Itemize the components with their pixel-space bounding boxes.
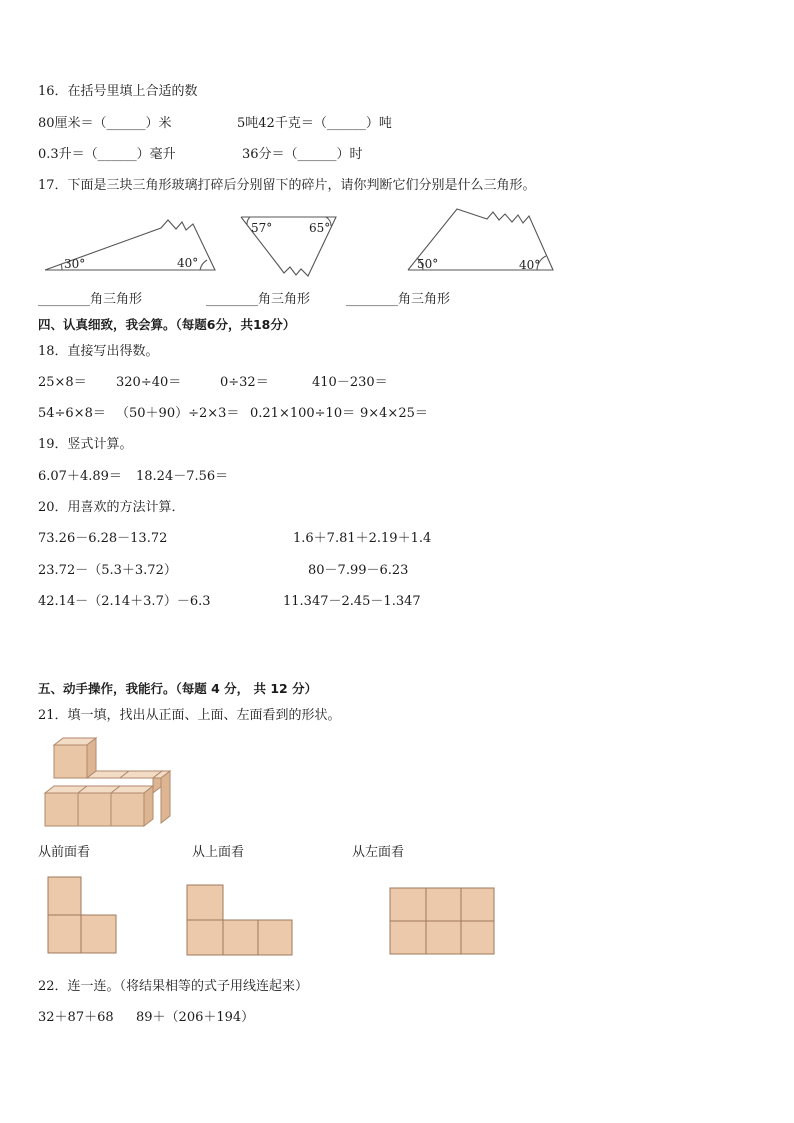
q18-r1-c4: 410－230＝ [312, 375, 388, 390]
q18-title: 18．直接写出得数。 [38, 344, 159, 359]
q18-r2-c3: 0.21×100÷10＝ [250, 406, 356, 421]
q19-title: 19．竖式计算。 [38, 437, 133, 452]
q20-title: 20．用喜欢的方法计算． [38, 500, 185, 515]
view-label-top: 从上面看 [192, 845, 245, 860]
angle-label-50: 50° [417, 257, 439, 271]
cube-stack-figure [42, 736, 172, 828]
triangle-fragment-3 [405, 206, 560, 278]
q16-item-ton: 5吨42千克＝（______）吨 [237, 116, 392, 131]
q18-r2-c2: （50＋90）÷2×3＝ [116, 406, 240, 421]
q20-right-3: 11.347－2.45－1.347 [283, 594, 421, 609]
q19-item-1: 6.07＋4.89＝ [38, 469, 122, 484]
q20-left-1: 73.26－6.28－13.72 [38, 531, 168, 546]
angle-label-40b: 40° [519, 258, 541, 272]
q20-left-3: 42.14－（2.14＋3.7）－6.3 [38, 594, 211, 609]
q19-item-2: 18.24－7.56＝ [136, 469, 229, 484]
angle-label-30: 30° [64, 257, 86, 271]
front-view-figure [47, 876, 119, 956]
q18-r2-c4: 9×4×25＝ [360, 406, 428, 421]
q16-item-liter: 0.3升＝（______）毫升 [38, 147, 176, 162]
q17-answer-2: ________角三角形 [206, 292, 311, 307]
q22-item-1: 32＋87＋68 [38, 1010, 114, 1025]
q18-r1-c3: 0÷32＝ [220, 375, 269, 390]
q17-answer-1: ________角三角形 [38, 292, 143, 307]
q20-right-1: 1.6＋7.81＋2.19＋1.4 [293, 531, 432, 546]
triangle-fragment-2 [238, 212, 348, 282]
q17-title: 17．下面是三块三角形玻璃打碎后分别留下的碎片，请你判断它们分别是什么三角形。 [38, 178, 536, 193]
angle-label-57: 57° [251, 221, 273, 235]
top-view-figure [186, 884, 294, 958]
section4-heading: 四、认真细致，我会算。（每题6分，共18分） [38, 317, 296, 332]
q20-left-2: 23.72－（5.3＋3.72） [38, 563, 177, 578]
q22-item-2: 89＋（206＋194） [136, 1010, 255, 1025]
q21-title: 21．填一填，找出从正面、上面、左面看到的形状。 [38, 708, 341, 723]
q16-item-minute: 36分＝（______）时 [242, 147, 363, 162]
view-label-left: 从左面看 [352, 845, 405, 860]
view-label-front: 从前面看 [38, 845, 91, 860]
angle-label-65: 65° [309, 221, 331, 235]
q18-r1-c2: 320÷40＝ [116, 375, 182, 390]
angle-label-40: 40° [177, 256, 199, 270]
left-view-figure [389, 887, 497, 957]
q18-r2-c1: 54÷6×8＝ [38, 406, 106, 421]
q16-title: 16．在括号里填上合适的数 [38, 84, 198, 99]
q18-r1-c1: 25×8＝ [38, 375, 87, 390]
triangle-fragment-1 [40, 208, 220, 278]
q16-item-cm: 80厘米＝（______）米 [38, 116, 172, 131]
q22-title: 22．连一连。（将结果相等的式子用线连起来） [38, 979, 309, 994]
section5-heading: 五、动手操作，我能行。（每题 4 分， 共 12 分） [38, 681, 318, 696]
q20-right-2: 80－7.99－6.23 [308, 563, 409, 578]
q17-answer-3: ________角三角形 [346, 292, 451, 307]
